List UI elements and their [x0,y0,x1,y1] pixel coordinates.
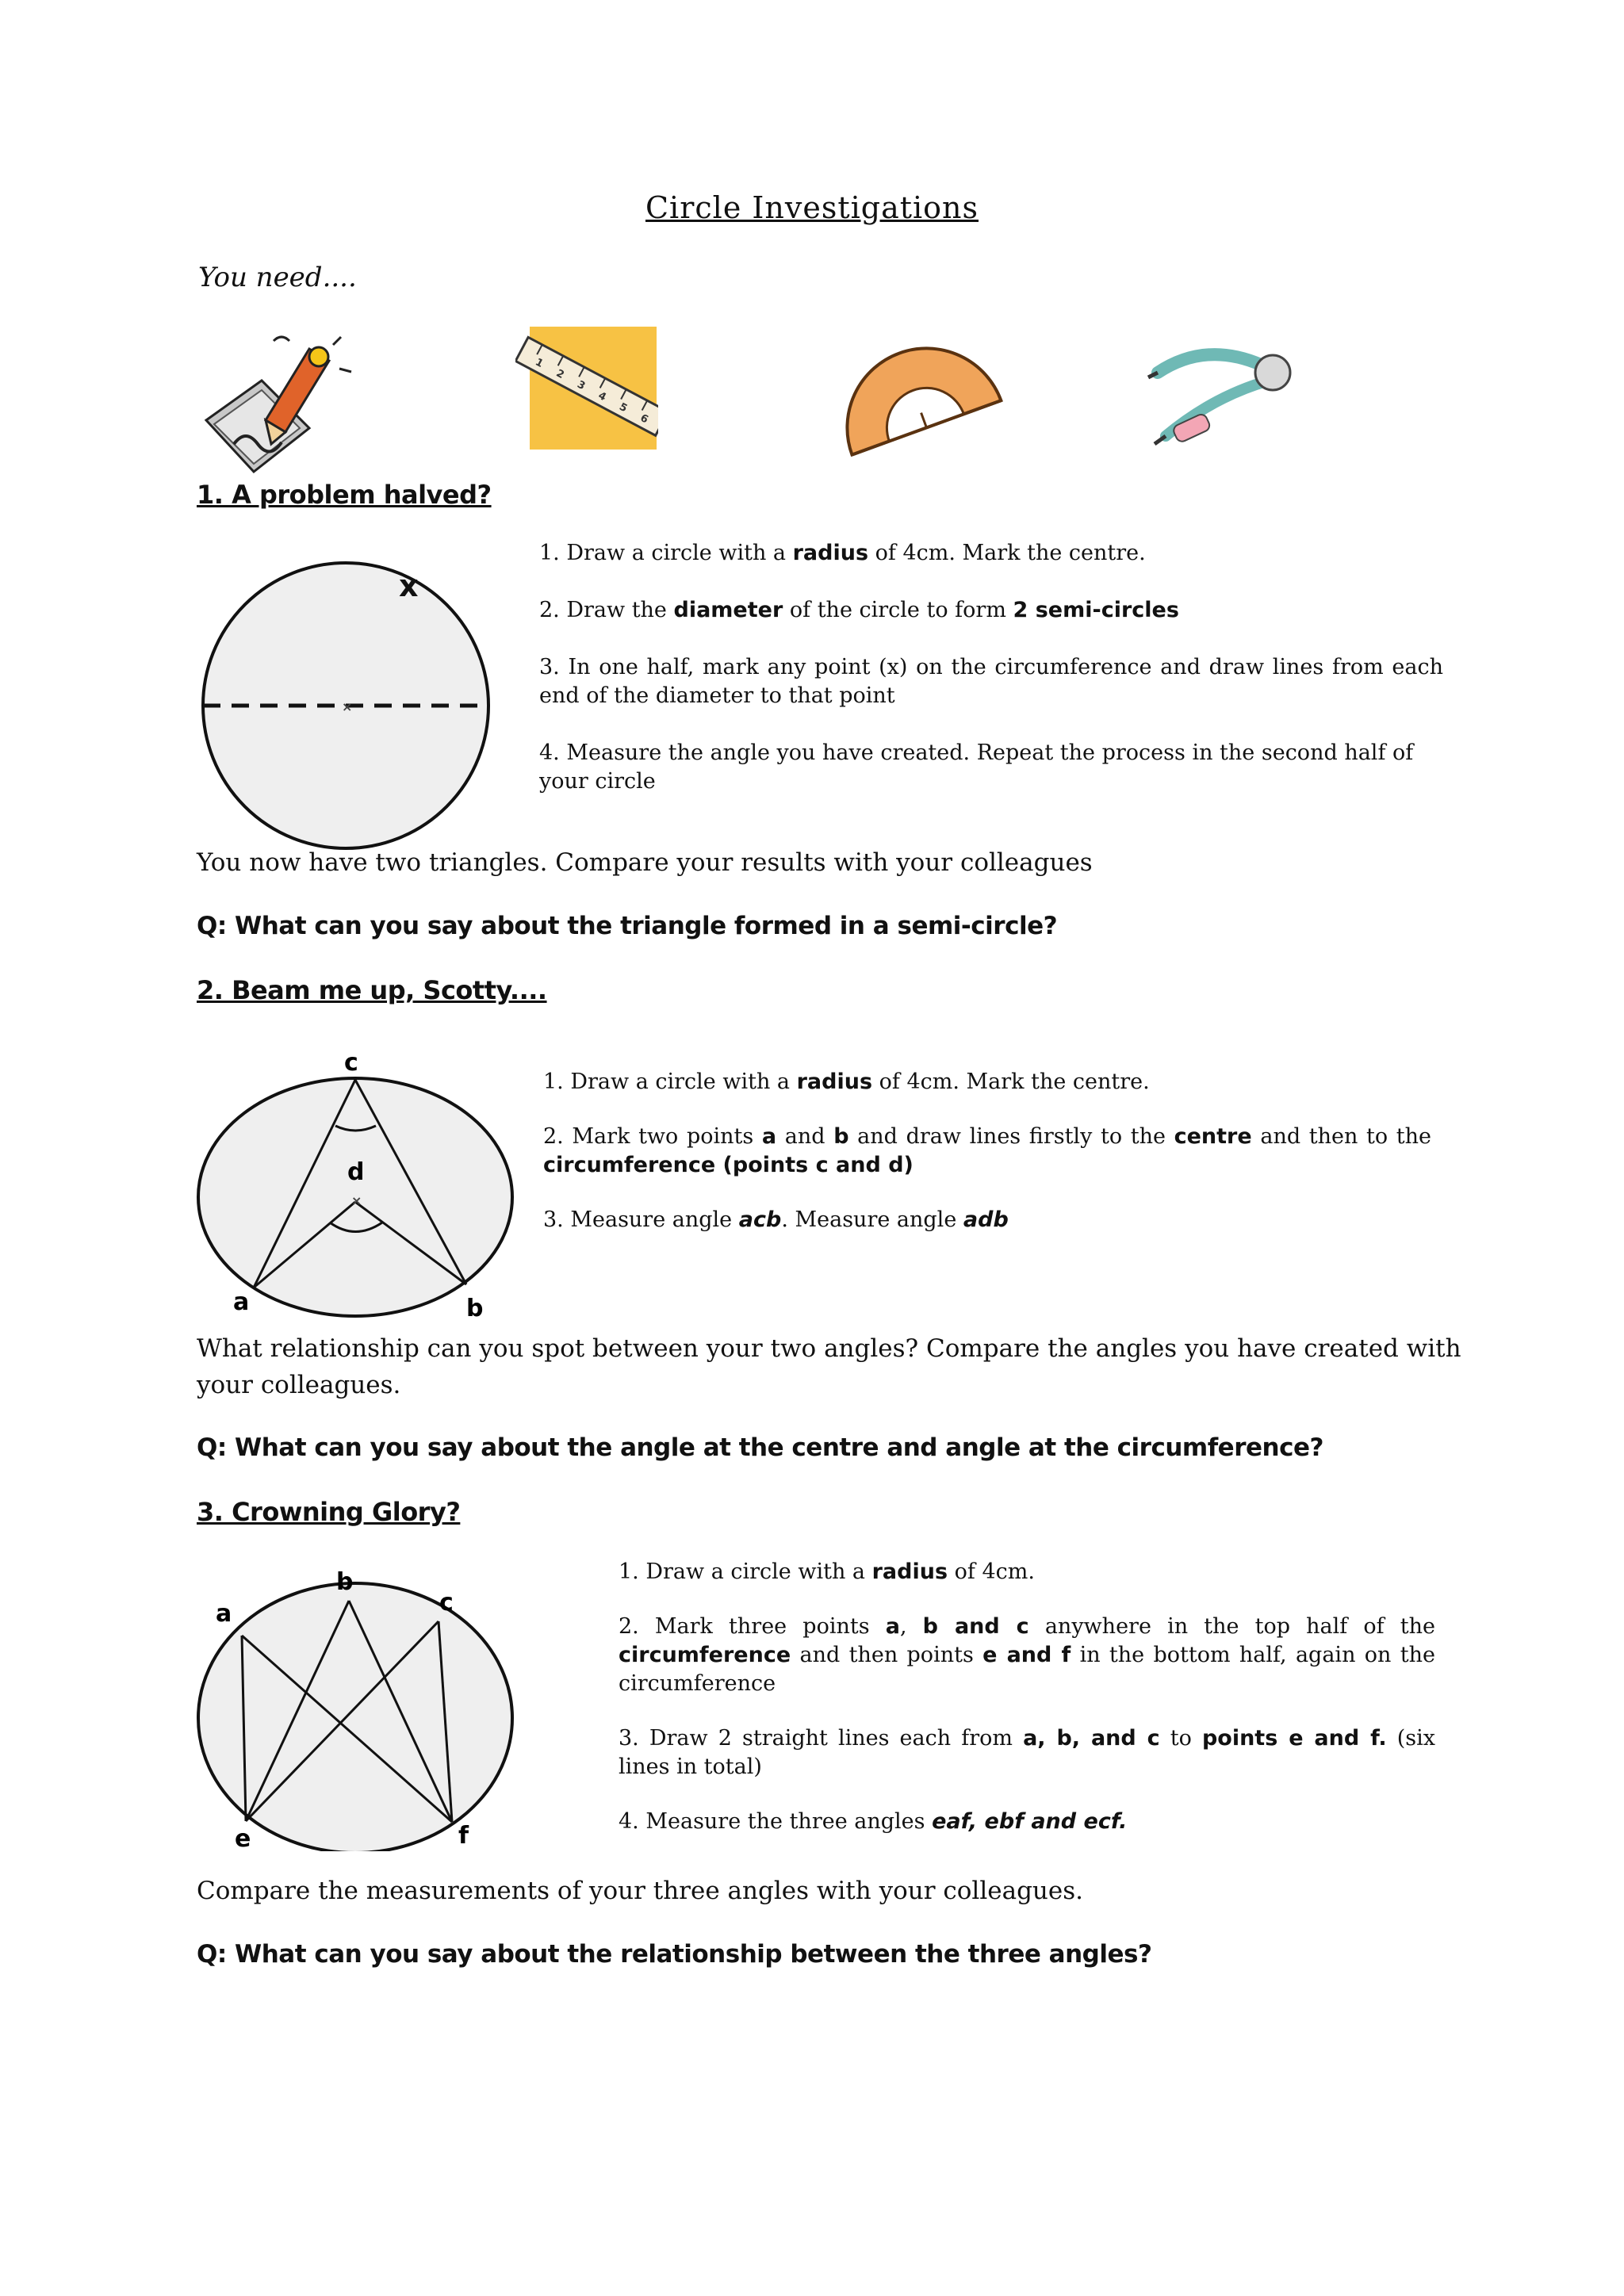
step: 3. Draw 2 straight lines each from a, b, and c to points e and f. (six lines in total) [619,1726,1435,1779]
section2-heading: 2. Beam me up, Scotty.... [197,975,547,1005]
section1-steps [539,539,1443,796]
point-b-label: b [466,1295,484,1322]
section1-paragraph: You now have two triangles. Compare your results with your colleagues [197,848,1093,877]
ruler-icon [515,325,658,452]
point-c-label: c [439,1589,454,1617]
step: 3. In one half, mark any point (x) on the circumference and draw lines from each end of the diameter to that point [539,655,1443,708]
step: 1. Draw a circle with a radius of 4cm. Mark the centre. [543,1070,1150,1094]
protractor-icon [837,325,1011,460]
point-x-label: x [399,568,419,603]
page-title: Circle Investigations [645,190,979,225]
point-b-label: b [336,1568,354,1596]
compass-icon [1142,333,1316,452]
step: 1. Draw a circle with a radius of 4cm. [619,1559,1035,1584]
step: 2. Mark two points a and b and draw lines firstly to the centre and then to the circumference (points c and d) [543,1124,1432,1177]
crowning-glory-diagram [197,1566,530,1851]
point-c-label: c [344,1049,358,1077]
ruler-mark: 5 [617,400,630,415]
step: 2. Mark three points a, b and c anywhere in the top half of the circumference and then points e and f in the bottom half, again on the circumference [619,1614,1435,1696]
step: 2. Draw the diameter of the circle to form 2 semi-circles [539,598,1179,622]
section3-question: Q: What can you say about the relationship between the three angles? [197,1940,1152,1969]
section2-paragraph: What relationship can you spot between your two angles? Compare the angles you have created with your colleagues. [197,1334,1461,1399]
svg-text:×: × [351,1193,362,1208]
ruler-mark: 2 [553,367,566,382]
section1-question: Q: What can you say about the triangle formed in a semi-circle? [197,912,1058,940]
step: 4. Measure the angle you have created. Repeat the process in the second half of your circle [539,740,1414,794]
point-f-label: f [458,1822,469,1850]
semicircle-diagram [197,555,490,856]
point-a-label: a [233,1288,250,1316]
ruler-mark: 1 [533,356,546,370]
point-a-label: a [216,1600,232,1628]
you-need-label: You need.... [198,262,357,293]
section2-question: Q: What can you say about the angle at the centre and angle at the circumference? [197,1433,1323,1462]
step: 4. Measure the three angles eaf, ebf and ecf. [619,1809,1128,1834]
ruler-mark: 3 [575,378,588,393]
point-d-label: d [347,1158,365,1186]
svg-text:×: × [342,699,353,714]
section2-steps [543,1068,1431,1234]
section1-heading: 1. A problem halved? [197,480,492,510]
point-e-label: e [235,1825,251,1851]
step: 3. Measure angle acb. Measure angle adb [543,1207,1009,1232]
angle-centre-diagram [197,1047,530,1324]
step: 1. Draw a circle with a radius of 4cm. Mark the centre. [539,541,1146,565]
ruler-mark: 6 [638,411,650,427]
section3-paragraph: Compare the measurements of your three angles with your colleagues. [197,1877,1083,1905]
ruler-mark: 4 [596,389,608,404]
section3-steps [619,1558,1435,1836]
section3-heading: 3. Crowning Glory? [197,1497,461,1527]
pencil-icon [198,325,357,476]
